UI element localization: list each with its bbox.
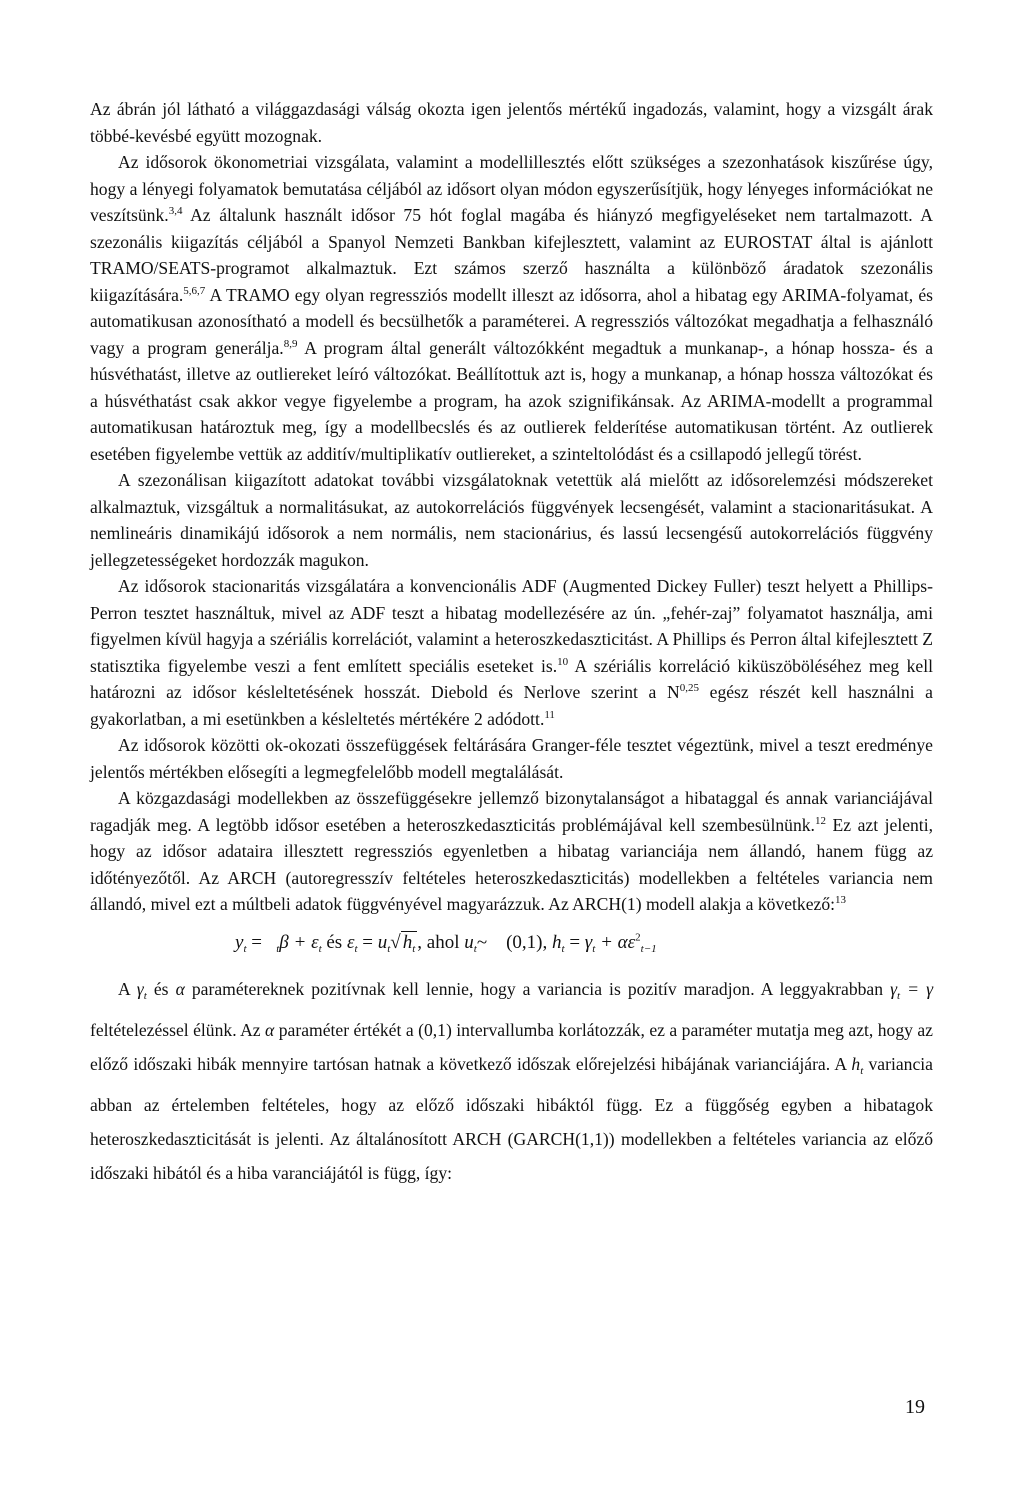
formula-subscript: t−1 bbox=[640, 942, 657, 955]
math-symbol: α bbox=[265, 1019, 275, 1040]
footnote-ref: 8,9 bbox=[283, 337, 298, 350]
math-symbol: α bbox=[175, 978, 185, 999]
text-span: és bbox=[146, 978, 176, 999]
math-subscript: t bbox=[143, 989, 147, 1002]
page-number: 19 bbox=[905, 1396, 925, 1418]
formula-subscript: t bbox=[354, 942, 358, 955]
document-page bbox=[90, 96, 933, 1190]
paragraph-5: Az idősorok közötti ok-okozati összefüggések feltárására Granger-féle tesztet végeztünk, mivel a teszt eredménye jelentős mértékben elősegíti a legmegfelelőbb modell megtalálását. bbox=[90, 735, 933, 782]
formula-symbol: h bbox=[552, 931, 562, 953]
math-symbol: γ bbox=[136, 978, 144, 999]
text-span: Az idősorok stacionaritás vizsgálatára a konvencionális ADF (Augmented Dickey Fuller) teszt helyett a Phillips- Perron tesztet használtuk, mivel az ADF teszt a hibatag modellezésére az ún. „fehér-zaj” folyamatot használja, ami figyelmen kívül hagyja a szériális korrelációt, valamint a heteroszkedaszticitást. A Phillips és Perron által kifejlesztett Z statisztika figyelembe veszi a fent említett speciális eseteket is. bbox=[90, 576, 933, 676]
formula-subscript: t bbox=[561, 942, 565, 955]
formula-text: , ahol bbox=[417, 931, 465, 953]
footnote-ref: 13 bbox=[835, 894, 847, 907]
math-symbol: γ bbox=[890, 978, 898, 999]
paragraph-1: Az ábrán jól látható a világgazdasági válság okozta igen jelentős mértékű ingadozás, valamint, hogy a vizsgált árak többé-kevésbé együtt mozognak. bbox=[90, 99, 933, 146]
formula-text: = bbox=[357, 931, 378, 953]
formula-symbol: + αε bbox=[595, 931, 636, 953]
formula-symbol: ε bbox=[346, 931, 355, 953]
formula-text: ~ bbox=[476, 931, 488, 953]
formula-text: = bbox=[564, 931, 585, 953]
math-subscript: t bbox=[860, 1064, 864, 1077]
formula-subscript: t bbox=[592, 942, 596, 955]
exponent: 0,25 bbox=[679, 682, 699, 695]
footnote-ref: 3,4 bbox=[168, 205, 183, 218]
text-span: A közgazdasági modellekben az összefüggésekre jellemző bizonytalanságot a hibataggal és annak varianciájával ragadják meg. A legtöbb idősor esetében a heteroszkedaszticitás problémájával kell szembesülnünk. bbox=[90, 788, 933, 835]
formula-text: , bbox=[542, 931, 553, 953]
formula-symbol: u bbox=[464, 931, 474, 953]
footnote-ref: 5,6,7 bbox=[183, 284, 206, 297]
formula-subscript: t bbox=[412, 942, 416, 955]
text-span: egész részét kell használni a gyakorlatban, a mi esetünkben a késleltetés mértékére 2 adódott. bbox=[90, 682, 933, 729]
formula-symbol: u bbox=[377, 931, 388, 953]
math-subscript: t bbox=[897, 989, 901, 1002]
footnote-ref: 10 bbox=[557, 655, 569, 668]
formula-symbol: γ bbox=[584, 931, 593, 953]
text-span: feltételezéssel élünk. Az bbox=[90, 1019, 266, 1040]
paragraph-6 bbox=[90, 785, 933, 918]
formula-subscript: t bbox=[387, 942, 391, 955]
formula-superscript: 2 bbox=[635, 931, 641, 944]
paragraph-4 bbox=[90, 573, 933, 732]
text-span: A szériális korreláció kiküszöböléséhez meg kell határozni az idősor késleltetésének hosszát. Diebold és Nerlove szerint a N bbox=[90, 655, 934, 702]
formula-subscript: t bbox=[473, 942, 477, 955]
text-span: A TRAMO egy olyan regressziós modellt illeszt az idősorra, ahol a hibatag egy ARIMA-folyamat, és automatikusan azonosítható a modell és becsülhetők a paraméterei. A regressziós változókat megadhatja a felhasználó vagy a program generálja. bbox=[90, 284, 933, 358]
text-span: Ez azt jelenti, hogy az idősor adataira illesztett regressziós egyenletben a hibatag varianciája nem állandó, hanem függ az időtényezőtől. Az ARCH (autoregresszív feltételes heteroszkedaszticitás) modellekben a feltételes variancia nem állandó, mivel ezt a múltbeli adatok függvényével magyarázzuk. Az ARCH(1) modell alakja a következő: bbox=[90, 814, 933, 914]
arch-formula: $y_t = _t\beta + \varepsilon_t$ és $\varepsilon_t = u_t√$ $h_t$ , ahol $u_t\sim$ (0,1), $h_t = \gamma_t + \alpha\varepsilon^2_{t-1}$ bbox=[235, 931, 657, 955]
math-symbol: h bbox=[851, 1053, 861, 1074]
formula-symbol: β + ε bbox=[279, 931, 319, 953]
text-span: paramétereknek pozitívnak kell lennie, hogy a variancia is pozitív maradjon. A leggyakrabban bbox=[184, 978, 891, 999]
formula-symbol: h bbox=[402, 931, 413, 953]
formula-text: és bbox=[321, 931, 347, 953]
footnote-ref: 12 bbox=[814, 814, 826, 827]
formula-text: (0,1) bbox=[506, 931, 543, 953]
paragraph-7 bbox=[90, 972, 933, 1190]
text-span: paraméter értékét a (0,1) intervallumba korlátozzák, ez a paraméter mutatja meg azt, hogy az előző időszaki hibák mennyire tartósan hatnak a következő időszak előrejelzési hibájának varianciájára. A bbox=[90, 1019, 933, 1074]
sqrt-radicand bbox=[401, 931, 418, 953]
text-span: Az általunk használt idősor 75 hót foglal magába és hiányzó megfigyeléseket nem tartalmazott. A szezonális kiigazítás céljából a Spanyol Nemzeti Bankban kifejlesztett, valamint az EUROSTAT által is ajánlott TRAMO/SEATS-programot alkalmaztuk. Ezt számos szerző használta a különböző áradatok szezonális kiigazítására. bbox=[90, 205, 933, 305]
formula-subscript: t bbox=[243, 942, 247, 955]
text-span: variancia abban az értelemben feltételes, hogy az előző időszaki hibáktól függ. Ez a függőség egyben a hibatagok heteroszkedaszticitását is jelenti. Az általánosított ARCH (GARCH(1,1)) modellekben a feltételes variancia az előző időszaki hibától és a hiba varanciájától is függ, így: bbox=[90, 1053, 933, 1183]
formula-symbol: y bbox=[235, 931, 244, 953]
paragraph-3: A szezonálisan kiigazított adatokat további vizsgálatoknak vetettük alá mielőtt az idősorelemzési módszereket alkalmaztuk, vizsgáltuk a normalitásukat, az autokorrelációs függvények lecsengését, valamint a stacionaritásukat. A nemlineáris dinamikájú idősorok a nem normális, nem stacionárius, és lassú lecsengésű autokorrelációs függvény jellegzetességeket hordozzák magukon. bbox=[90, 470, 933, 570]
footnote-ref: 11 bbox=[544, 708, 555, 721]
text-span: A bbox=[118, 978, 137, 999]
math-symbol: = γ bbox=[900, 978, 934, 999]
text-span: Az idősorok ökonometriai vizsgálata, valamint a modellillesztés előtt szükséges a szezonhatások kiszűrése úgy, hogy a lényegi folyamatok bemutatása céljából az idősort olyan módon egyszerűsítjük, hogy lényeges információkat ne veszítsünk. bbox=[90, 152, 933, 225]
text-span: A program által generált változókként megadtuk a munkanap-, a hónap hossza- és a húsvéthatást, illetve az outliereket leíró változókat. Beállítottuk azt is, hogy a munkanap, a hónap hossza változókat és a húsvéthatást csak akkor vegye figyelembe a program, ha azok szignifikánsak. Az ARIMA-modellt a programmal automatikusan határoztuk meg, így a modellbecslés és az outlierek felderítése automatikusan történt. Az outlierek esetében figyelembe vettük az additív/multiplikatív outliereket, a szinteltolódást és a csillapodó jellegű törést. bbox=[90, 337, 934, 464]
paragraph-2 bbox=[90, 149, 933, 467]
formula-text: = bbox=[246, 931, 267, 953]
formula-subscript: t bbox=[276, 942, 280, 955]
formula-subscript: t bbox=[318, 942, 322, 955]
